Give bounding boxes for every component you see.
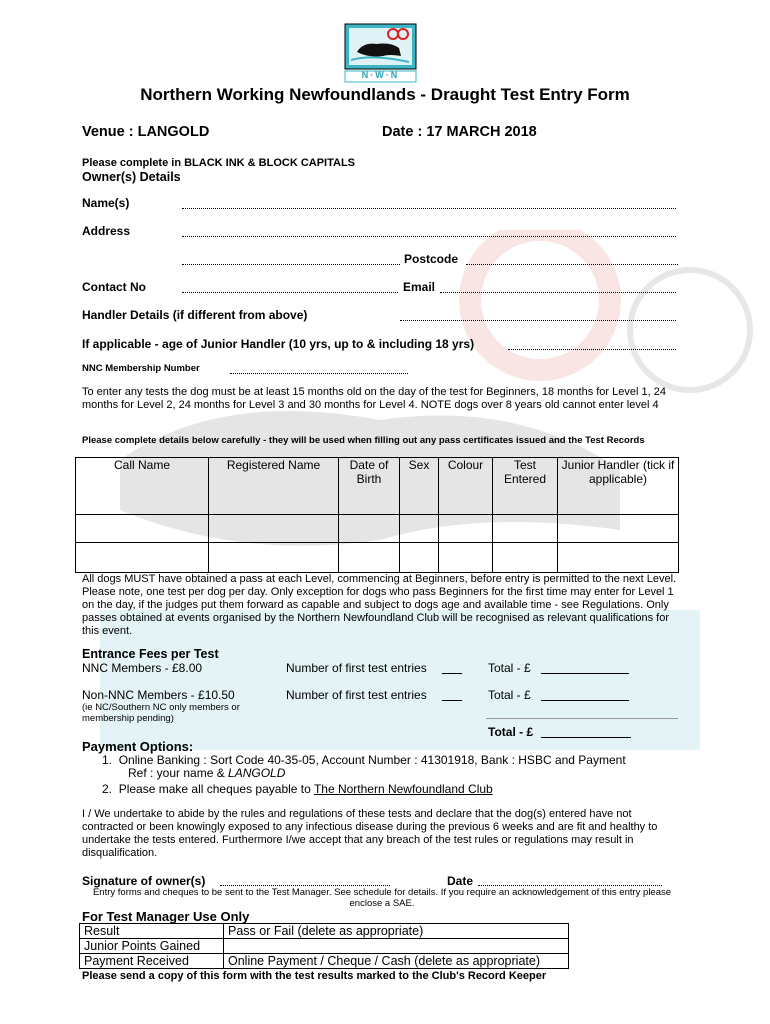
col-test-entered: Test Entered [493,458,558,515]
page-title: Northern Working Newfoundlands - Draught Test Entry Form [140,85,630,104]
non-nnc-first-entries-label: Number of first test entries [286,688,427,702]
col-call-name: Call Name [76,458,209,515]
event-date: Date : 17 MARCH 2018 [382,124,537,140]
signature-label: Signature of owner(s) [82,874,206,888]
contact-field[interactable] [182,279,398,293]
venue: Venue : LANGOLD [82,124,210,140]
address-label: Address [82,224,131,238]
address-field-1[interactable] [182,223,676,237]
junior-age-label: If applicable - age of Junior Handler (10 yrs, up to & including 18 yrs) [82,337,475,351]
email-label: Email [403,280,436,294]
option-2-club: The Northern Newfoundland Club [313,782,493,796]
payment-heading: Payment Options: [82,739,194,754]
email-field[interactable] [440,279,676,293]
payment-received-label: Payment Received [80,954,224,969]
non-nnc-fee: Non-NNC Members - £10.50 [82,688,235,702]
manager-heading: For Test Manager Use Only [82,909,250,924]
col-date-of-birth: Date of Birth [339,458,400,515]
col-colour: Colour [439,458,493,515]
table-row [80,924,569,939]
table-row [80,954,569,969]
declaration: I / We undertake to abide by the rules and regulations of these tests and declare that the dog(s) entered have not contracted or been knowingly exposed to any infectious disease during the previous 6 weeks and are fit and healthy to undertake the tests entered. Furthermore I/we accept that any breach of the test rules or regulations may result in disqualification. [82,808,658,859]
logo-text: N·W·N [361,70,400,80]
handler-field[interactable] [400,307,676,321]
non-nnc-total-label: Total - £ [488,688,531,702]
table-row[interactable] [76,543,679,573]
age-rules: To enter any tests the dog must be at least 15 months old on the day of the test for Beginners, 18 months for Level 1, 24 months for Level 2, 24 months for Level 3 and 30 months for Level 4. NOTE dogs over 8 years old cannot enter level 4 [82,386,666,411]
postcode-field[interactable] [466,251,678,265]
details-note: Please complete details below carefully - they will be used when filling out any pass certificates issued and the Test Records [82,435,645,446]
signature-date-label: Date [447,874,474,888]
nnc-total-field[interactable] [541,661,629,674]
junior-points-label: Junior Points Gained [80,939,224,954]
club-logo [343,22,418,84]
postcode-label: Postcode [404,252,459,266]
grand-total-field[interactable] [541,725,631,738]
col-registered-name: Registered Name [209,458,339,515]
fees-heading: Entrance Fees per Test [82,647,219,661]
junior-age-field[interactable] [508,336,676,350]
contact-label: Contact No [82,280,146,294]
send-note: Entry forms and cheques to be sent to the Test Manager. See schedule for details. If you require an acknowledgement of this entry please enclose a SAE. [92,887,672,909]
non-nnc-first-entries-field[interactable] [442,688,462,701]
table-row [80,939,569,954]
nnc-membership-field[interactable] [230,362,408,374]
pass-rules: All dogs MUST have obtained a pass at each Level, commencing at Beginners, before entry is permitted to the next Level. Please note, one test per dog per day. Only exception for dogs who pass Beginners for the first time may enter for Level 1 on the day, if the judges put them forward as capable and subject to dogs age and available time - see Regulations. Only passes obtained at events organised by the Northern Newfoundland Club will be recognised as relevant qualifications for this event. [82,573,677,637]
manager-table [79,923,569,969]
non-nnc-note: (ie NC/Southern NC only members or membership pending) [82,702,240,724]
total-divider [486,718,678,719]
payment-received-value[interactable]: Online Payment / Cheque / Cash (delete as appropriate) [224,954,569,969]
nnc-first-entries-field[interactable] [442,661,462,674]
option-2-text: Please make all cheques payable to [118,782,314,796]
nnc-fee: NNC Members - £8.00 [82,661,203,675]
option-1-line2: Ref : your name & [128,766,229,780]
nnc-membership-label: NNC Membership Number [82,363,200,374]
result-value[interactable]: Pass or Fail (delete as appropriate) [224,924,569,939]
non-nnc-total-field[interactable] [541,688,629,701]
nnc-first-entries-label: Number of first test entries [286,661,427,675]
signature-field[interactable] [220,873,390,886]
result-label: Result [80,924,224,939]
grand-total-label: Total - £ [488,725,534,739]
handler-label: Handler Details (if different from above) [82,308,308,322]
names-label: Name(s) [82,196,130,210]
nnc-total-label: Total - £ [488,661,531,675]
table-row[interactable] [76,515,679,543]
address-field-2[interactable] [182,251,400,265]
payment-option-1 [102,754,692,780]
footer-note: Please send a copy of this form with the test results marked to the Club's Record Keeper [82,970,547,982]
col-junior-handler: Junior Handler (tick if applicable) [558,458,679,515]
entries-table [75,457,679,573]
option-1-number: 1. [102,753,119,767]
col-sex: Sex [400,458,439,515]
payment-option-2 [102,782,493,796]
option-1-line1: Online Banking : Sort Code 40-35-05, Account Number : 41301918, Bank : HSBC and Payment [118,753,626,767]
instruction: Please complete in BLACK INK & BLOCK CAPITALS [82,157,355,169]
owner-heading: Owner(s) Details [82,170,181,184]
option-2-number: 2. [102,782,119,796]
option-1-ref: LANGOLD [228,766,286,780]
junior-points-value[interactable] [224,939,569,954]
table-header-row [76,458,679,515]
signature-date-field[interactable] [478,873,662,886]
names-field[interactable] [182,195,676,209]
